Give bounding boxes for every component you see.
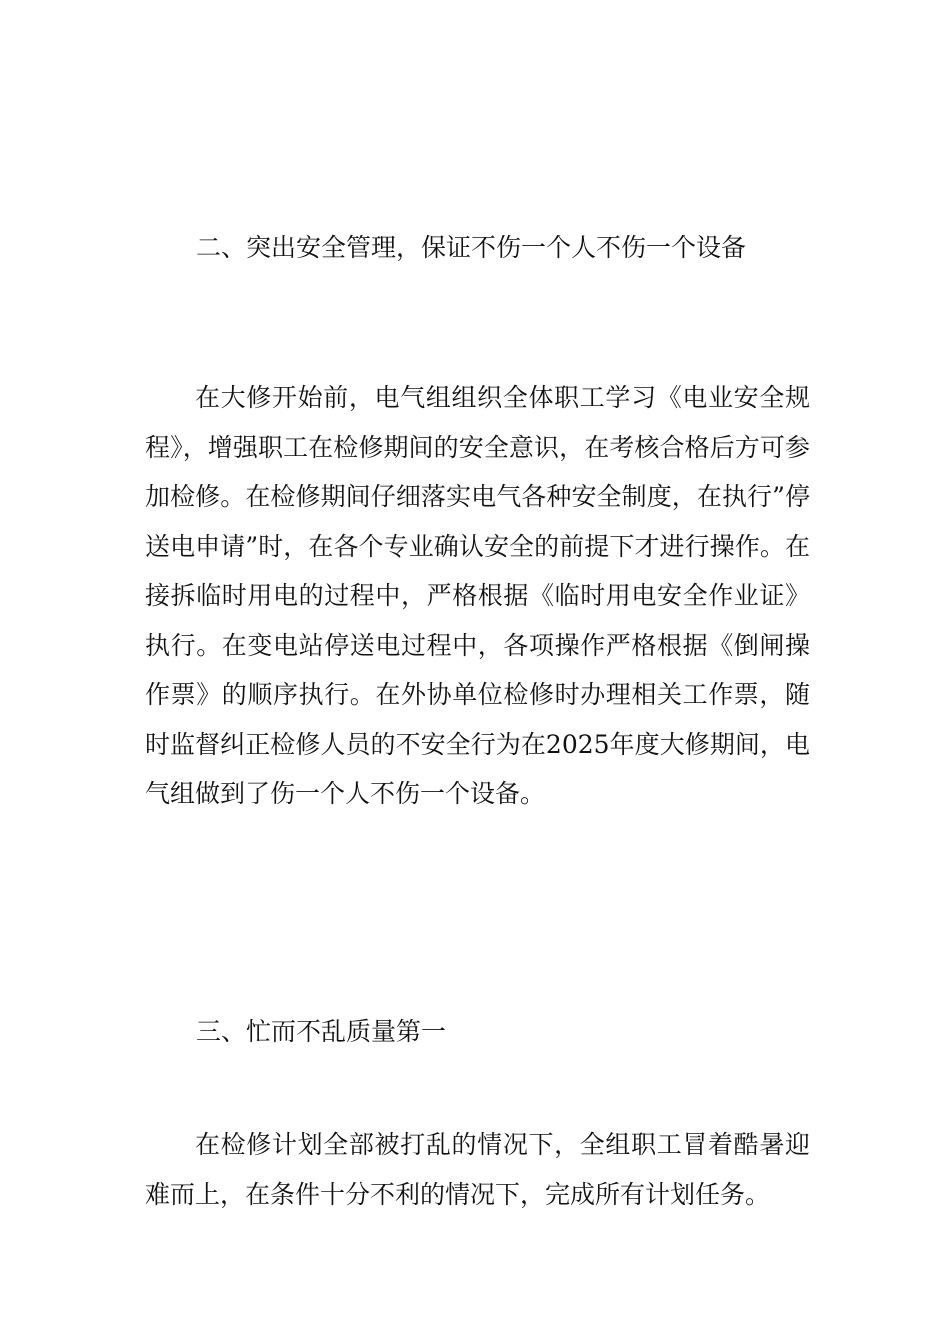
paragraph-safety: 在大修开始前，电气组组织全体职工学习《电业安全规程》，增强职工在检修期间的安全意识，在考核合格后方可参加检修。在检修期间仔细落实电气各种安全制度，在执行”停送电申请”时，在各个专业确认安全的前提下才进行操作。在接拆临时用电的过程中，严格根据《临时用电安全作业证》执行。在变电站停送电过程中，各项操作严格根据《倒闸操作票》的顺序执行。在外协单位检修时办理相关工作票，随时监督纠正检修人员的不安全行为在2025年度大修期间，电气组做到了伤一个人不伤一个设备。 [145, 383, 810, 808]
paragraph-quality: 在检修计划全部被打乱的情况下，全组职工冒着酷暑迎难而上，在条件十分不利的情况下，完成所有计划任务。 [145, 1130, 810, 1209]
section-heading-safety: 二、突出安全管理，保证不伤一个人不伤一个设备 [196, 233, 747, 262]
section-heading-quality: 三、忙而不乱质量第一 [196, 1017, 447, 1046]
